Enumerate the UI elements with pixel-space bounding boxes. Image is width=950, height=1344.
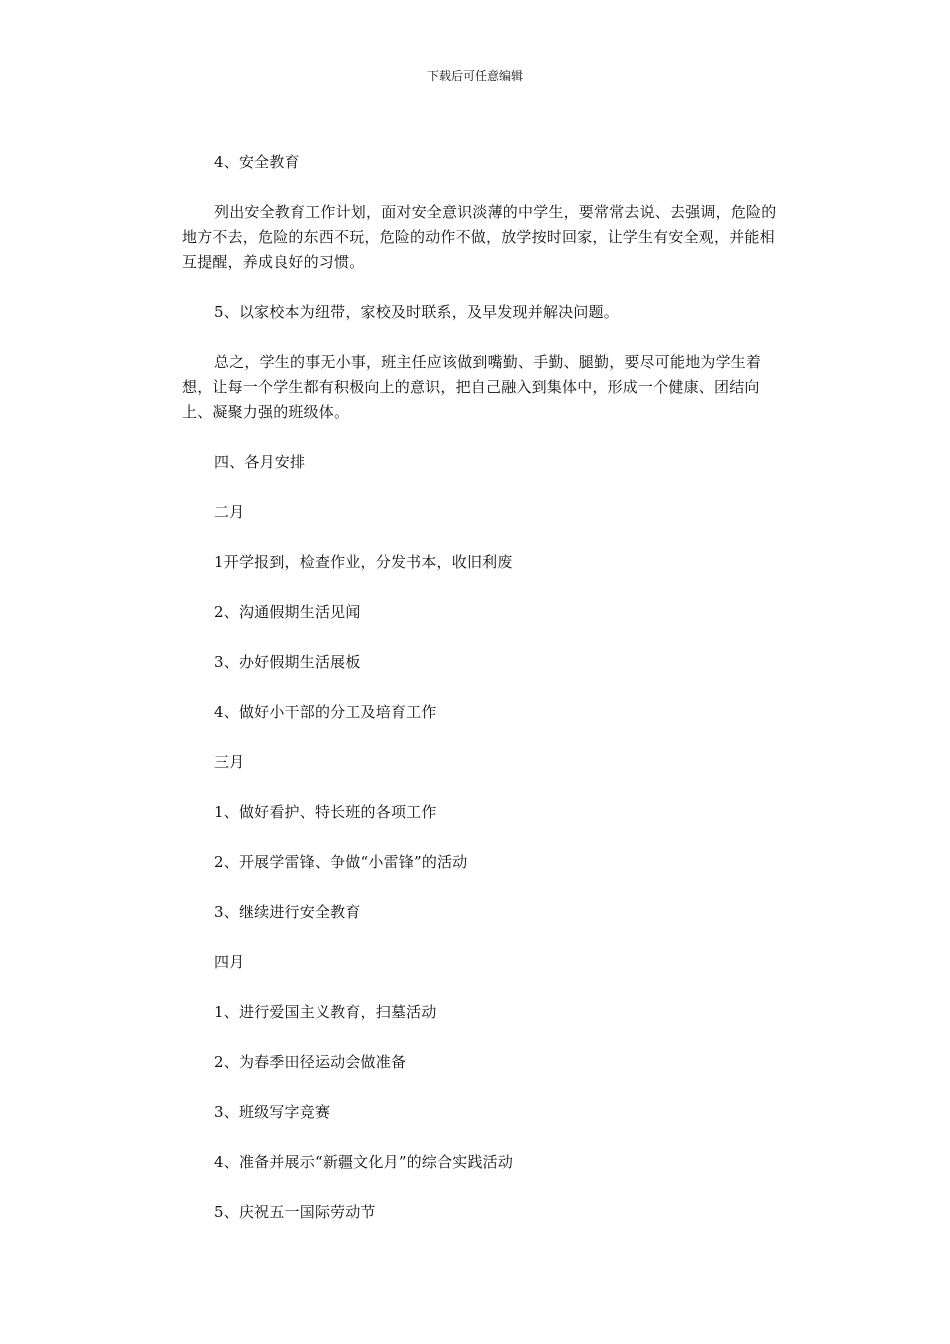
list-item: 3、办好假期生活展板	[214, 653, 361, 671]
list-item: 3、班级写字竞赛	[214, 1103, 331, 1121]
list-item: 4、准备并展示“新疆文化月”的综合实践活动	[214, 1153, 514, 1171]
list-item: 1开学报到，检查作业，分发书本，收旧利废	[214, 553, 513, 571]
heading-february: 二月	[214, 503, 245, 521]
paragraph-home-school: 5、以家校本为纽带，家校及时联系，及早发现并解决问题。	[214, 303, 619, 321]
list-item: 1、进行爱国主义教育，扫墓活动	[214, 1003, 437, 1021]
heading-april: 四月	[214, 953, 245, 971]
list-item: 4、做好小干部的分工及培育工作	[214, 703, 437, 721]
paragraph-summary: 总之，学生的事无小事，班主任应该做到嘴勤、手勤、腿勤，要尽可能地为学生着想，让每一个学生都有积极向上的意识，把自己融入到集体中，形成一个健康、团结向上、凝聚力强的班级体。	[182, 353, 762, 421]
list-item: 5、庆祝五一国际劳动节	[214, 1203, 376, 1221]
document-body	[182, 150, 778, 1225]
paragraph-safety-plan: 列出安全教育工作计划，面对安全意识淡薄的中学生，要常常去说、去强调，危险的地方不去，危险的东西不玩，危险的动作不做，放学按时回家，让学生有安全观，并能相互提醒，养成良好的习惯。	[182, 203, 777, 271]
heading-monthly-plan: 四、各月安排	[214, 453, 306, 471]
list-item: 1、做好看护、特长班的各项工作	[214, 803, 437, 821]
heading-march: 三月	[214, 753, 245, 771]
page-header: 下载后可任意编辑	[426, 69, 523, 83]
heading-safety-education: 4、安全教育	[214, 153, 300, 171]
list-item: 3、继续进行安全教育	[214, 903, 361, 921]
list-item: 2、沟通假期生活见闻	[214, 603, 361, 621]
list-item: 2、为春季田径运动会做准备	[214, 1053, 407, 1071]
list-item: 2、开展学雷锋、争做“小雷锋”的活动	[214, 853, 468, 871]
